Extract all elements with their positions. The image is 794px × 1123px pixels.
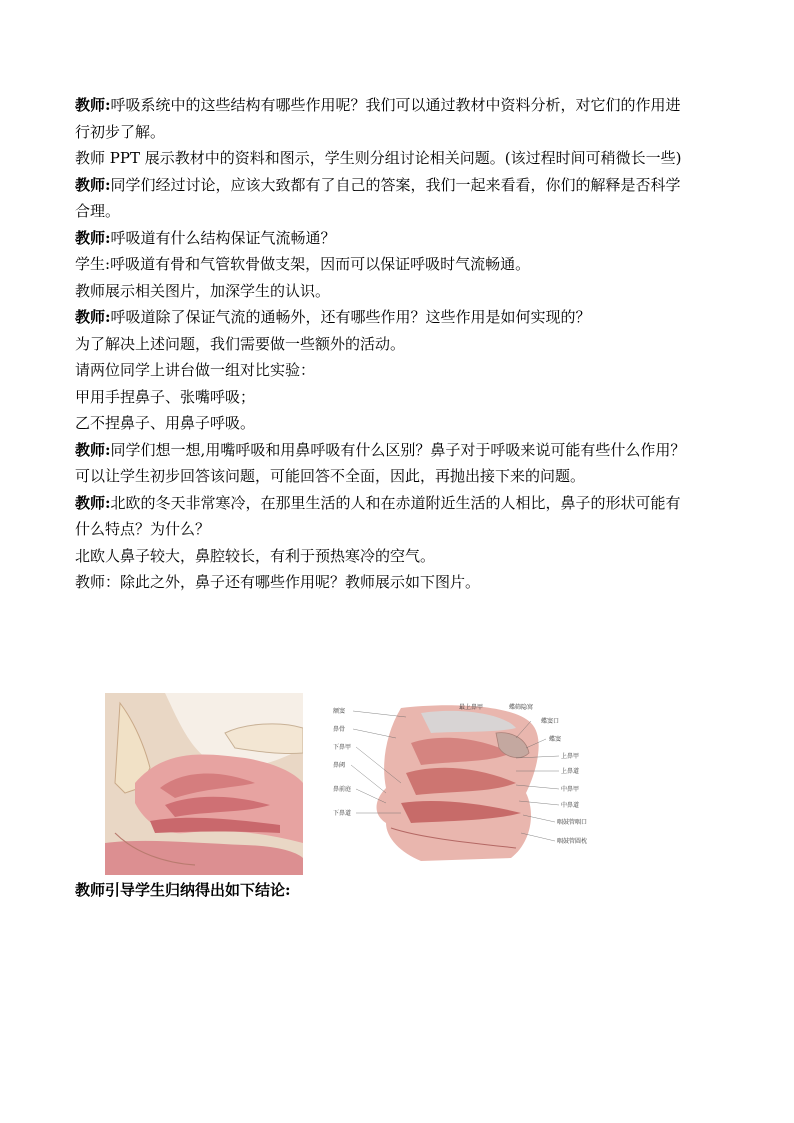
fig-label: 中鼻道 bbox=[561, 802, 580, 809]
paragraph-line bbox=[75, 202, 730, 221]
line-text: 什么特点？为什么？ bbox=[75, 520, 211, 538]
line-text: 行初步了解。 bbox=[75, 122, 166, 141]
fig-label: 蝶窦口 bbox=[541, 718, 560, 725]
fig-label: 咽鼓管咽口 bbox=[557, 819, 588, 826]
fig-label: 最上鼻甲 bbox=[459, 704, 484, 711]
fig-label: 蝶窦 bbox=[549, 736, 562, 743]
line-text: 合理。 bbox=[75, 202, 121, 220]
paragraph-line bbox=[75, 282, 730, 301]
paragraph-line bbox=[75, 149, 730, 168]
paragraph-line bbox=[75, 573, 730, 592]
fig-label: 咽鼓管圆枕 bbox=[557, 838, 588, 845]
fig-label: 鼻骨 bbox=[333, 726, 346, 733]
line-text: 为了解决上述问题，我们需要做一些额外的活动。 bbox=[75, 334, 406, 353]
line-text: 请两位同学上讲台做一组对比实验： bbox=[75, 361, 316, 379]
line-text: 北欧的冬天非常寒冷，在那里生活的人和在赤道附近生活的人相比，鼻子的形状可能有 bbox=[110, 493, 681, 512]
paragraph-line bbox=[75, 255, 730, 274]
paragraph-line bbox=[75, 96, 730, 115]
paragraph-line bbox=[75, 441, 730, 460]
paragraph-line bbox=[75, 388, 730, 407]
line-text: 乙不捏鼻子、用鼻子呼吸。 bbox=[75, 414, 256, 432]
line-text: 北欧人鼻子较大，鼻腔较长，有利于预热寒冷的空气。 bbox=[75, 546, 436, 565]
line-text: 教师展示相关图片，加深学生的认识。 bbox=[75, 281, 331, 300]
line-text: 呼吸道有骨和气管软骨做支架，因而可以保证呼吸时气流畅通。 bbox=[110, 255, 531, 273]
speaker: 教师: bbox=[75, 228, 111, 247]
line-text: 呼吸道除了保证气流的通畅外，还有哪些作用？这些作用是如何实现的？ bbox=[110, 308, 591, 326]
nasal-anatomy-labeled-diagram bbox=[331, 703, 631, 861]
speaker: 教师: bbox=[75, 308, 111, 326]
speaker: 教师: bbox=[75, 493, 111, 512]
speaker: 学生: bbox=[75, 255, 111, 273]
speaker: 教师: bbox=[75, 440, 111, 459]
line-text: 呼吸道有什么结构保证气流畅通？ bbox=[110, 228, 336, 247]
paragraph-line bbox=[75, 547, 730, 566]
line-text: 同学们想一想,用嘴呼吸和用鼻呼吸有什么区别？鼻子对于呼吸来说可能有些什么作用？ bbox=[110, 440, 686, 459]
fig-label: 鼻前庭 bbox=[333, 786, 352, 793]
paragraph-line bbox=[75, 467, 730, 486]
paragraph-line bbox=[75, 361, 730, 380]
nasal-cavity-illustration bbox=[105, 693, 303, 875]
line-text: 同学们经过讨论，应该大致都有了自己的答案，我们一起来看看，你们的解释是否科学 bbox=[110, 175, 681, 194]
paragraph-line bbox=[75, 123, 730, 142]
paragraph-line bbox=[75, 308, 730, 327]
figures bbox=[105, 693, 625, 878]
paragraph-line bbox=[75, 414, 730, 433]
fig-label: 蝶筛隐窝 bbox=[509, 704, 534, 711]
lesson-text bbox=[75, 96, 730, 600]
line-text: 甲用手捏鼻子、张嘴呼吸； bbox=[75, 387, 256, 406]
conclusion-heading: 教师引导学生归纳得出如下结论: bbox=[75, 881, 291, 899]
fig-label: 下鼻甲 bbox=[333, 744, 352, 751]
line-text: 呼吸系统中的这些结构有哪些作用呢？我们可以通过教材中资料分析，对它们的作用进 bbox=[110, 96, 681, 114]
fig-label: 上鼻道 bbox=[561, 768, 580, 775]
fig-label: 鼻阈 bbox=[333, 762, 346, 769]
fig-label: 额窦 bbox=[333, 708, 346, 715]
paragraph-line bbox=[75, 494, 730, 513]
line-text: 教师：除此之外，鼻子还有哪些作用呢？教师展示如下图片。 bbox=[75, 573, 481, 591]
fig-label: 下鼻道 bbox=[333, 810, 352, 817]
fig-label: 上鼻甲 bbox=[561, 753, 580, 760]
paragraph-line bbox=[75, 335, 730, 354]
line-text: 可以让学生初步回答该问题，可能回答不全面，因此，再抛出接下来的问题。 bbox=[75, 467, 586, 485]
speaker: 教师: bbox=[75, 175, 111, 194]
fig-label: 中鼻甲 bbox=[561, 786, 580, 793]
paragraph-line bbox=[75, 229, 730, 248]
speaker: 教师: bbox=[75, 96, 111, 114]
line-text: 教师 PPT 展示教材中的资料和图示，学生则分组讨论相关问题。(该过程时间可稍微长一些) bbox=[75, 149, 682, 167]
paragraph-line bbox=[75, 176, 730, 195]
paragraph-line bbox=[75, 520, 730, 539]
